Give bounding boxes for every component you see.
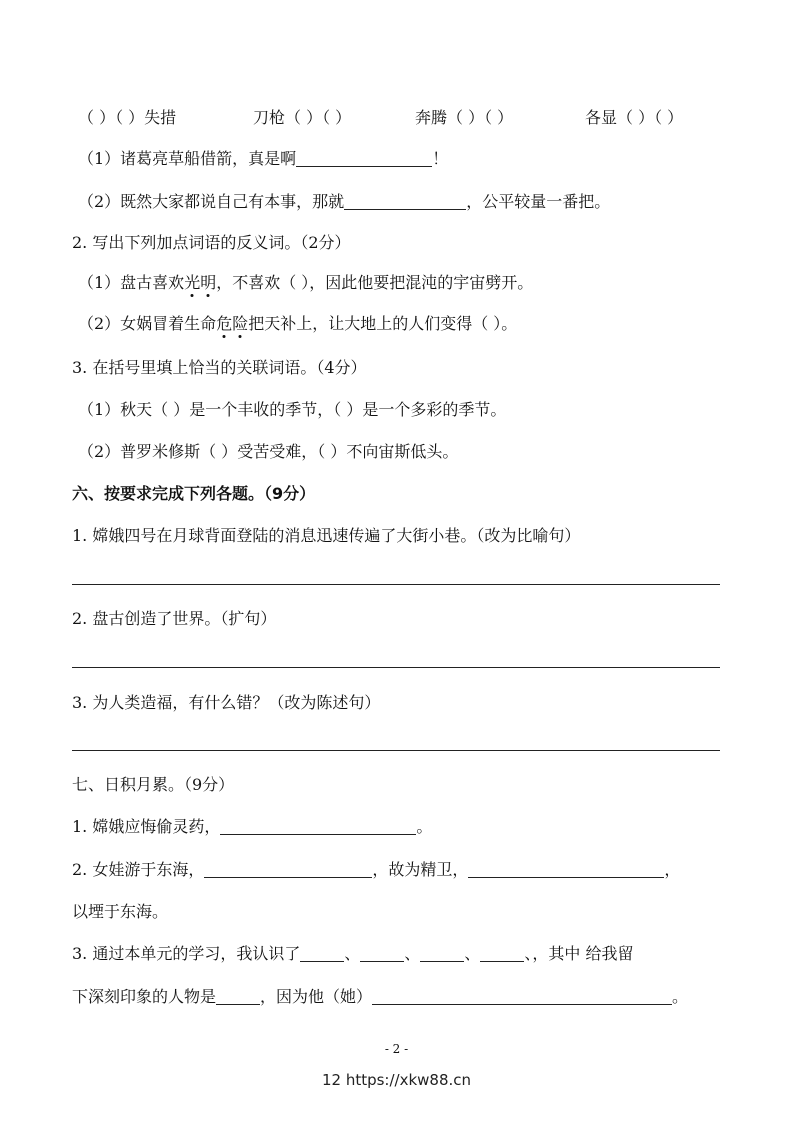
dotted-char: 光 <box>184 273 201 292</box>
question-line: （1）盘古喜欢光明，不喜欢（ ），因此他要把混沌的宇宙劈开。 <box>78 273 534 292</box>
question-line: （1）秋天（ ）是一个丰收的季节，（ ）是一个多彩的季节。 <box>78 400 507 419</box>
footer-url: 12 https://xkw88.cn <box>321 1071 472 1089</box>
answer-blank[interactable] <box>468 861 664 878</box>
section-title: 七、日积月累。（9分） <box>72 775 235 794</box>
section-heading: 3. 在括号里填上恰当的关联词语。（4分） <box>72 358 367 377</box>
answer-line[interactable] <box>72 667 720 668</box>
answer-blank[interactable] <box>420 945 464 962</box>
question-line: （2）普罗米修斯（ ）受苦受难，（ ）不向宙斯低头。 <box>78 442 459 461</box>
question-line: 3. 为人类造福，有什么错？（改为陈述句） <box>72 693 381 712</box>
answer-blank[interactable] <box>480 945 524 962</box>
idiom-4: 各显（ ）（ ） <box>585 108 684 127</box>
question-line: 2. 盘古创造了世界。（扩句） <box>72 609 277 628</box>
dotted-char: 明 <box>200 273 217 292</box>
question-line: 2. 女娃游于东海， ，故为精卫， ， <box>72 860 681 879</box>
idiom-2: 刀枪（ ）（ ） <box>253 108 352 127</box>
dotted-char: 险 <box>232 314 249 333</box>
answer-line[interactable] <box>72 750 720 751</box>
answer-blank[interactable] <box>344 193 466 210</box>
question-line: （1）诸葛亮草船借箭，真是啊 ！ <box>78 149 449 168</box>
dotted-char: 危 <box>216 314 233 333</box>
question-line: （2）女娲冒着生命危险把天补上，让大地上的人们变得（ ）。 <box>78 314 518 333</box>
question-line: 1. 嫦娥四号在月球背面登陆的消息迅速传遍了大街小巷。（改为比喻句） <box>72 526 581 545</box>
idiom-3: 奔腾（ ）（ ） <box>415 108 514 127</box>
answer-line[interactable] <box>72 584 720 585</box>
answer-blank[interactable] <box>220 818 416 835</box>
idiom-1: （ ）（ ）失措 <box>78 108 177 127</box>
question-line: 1. 嫦娥应悔偷灵药， 。 <box>72 817 433 836</box>
answer-blank[interactable] <box>360 945 404 962</box>
question-line: 以堙于东海。 <box>72 902 169 921</box>
answer-blank[interactable] <box>216 988 260 1005</box>
question-line: （2）既然大家都说自己有本事，那就 ，公平较量一番把。 <box>78 192 611 211</box>
question-line: 下深刻印象的人物是 ，因为他（她） 。 <box>72 987 689 1006</box>
page-number: - 2 - <box>384 1042 409 1056</box>
answer-blank[interactable] <box>204 861 372 878</box>
section-title: 六、按要求完成下列各题。（9分） <box>72 484 316 503</box>
answer-blank[interactable] <box>296 150 432 167</box>
question-line: 3. 通过本单元的学习，我认识了 、 、 、 、，其中 给我留 <box>72 944 634 963</box>
answer-blank[interactable] <box>372 988 672 1005</box>
section-heading: 2. 写出下列加点词语的反义词。（2分） <box>72 233 351 252</box>
answer-blank[interactable] <box>300 945 344 962</box>
